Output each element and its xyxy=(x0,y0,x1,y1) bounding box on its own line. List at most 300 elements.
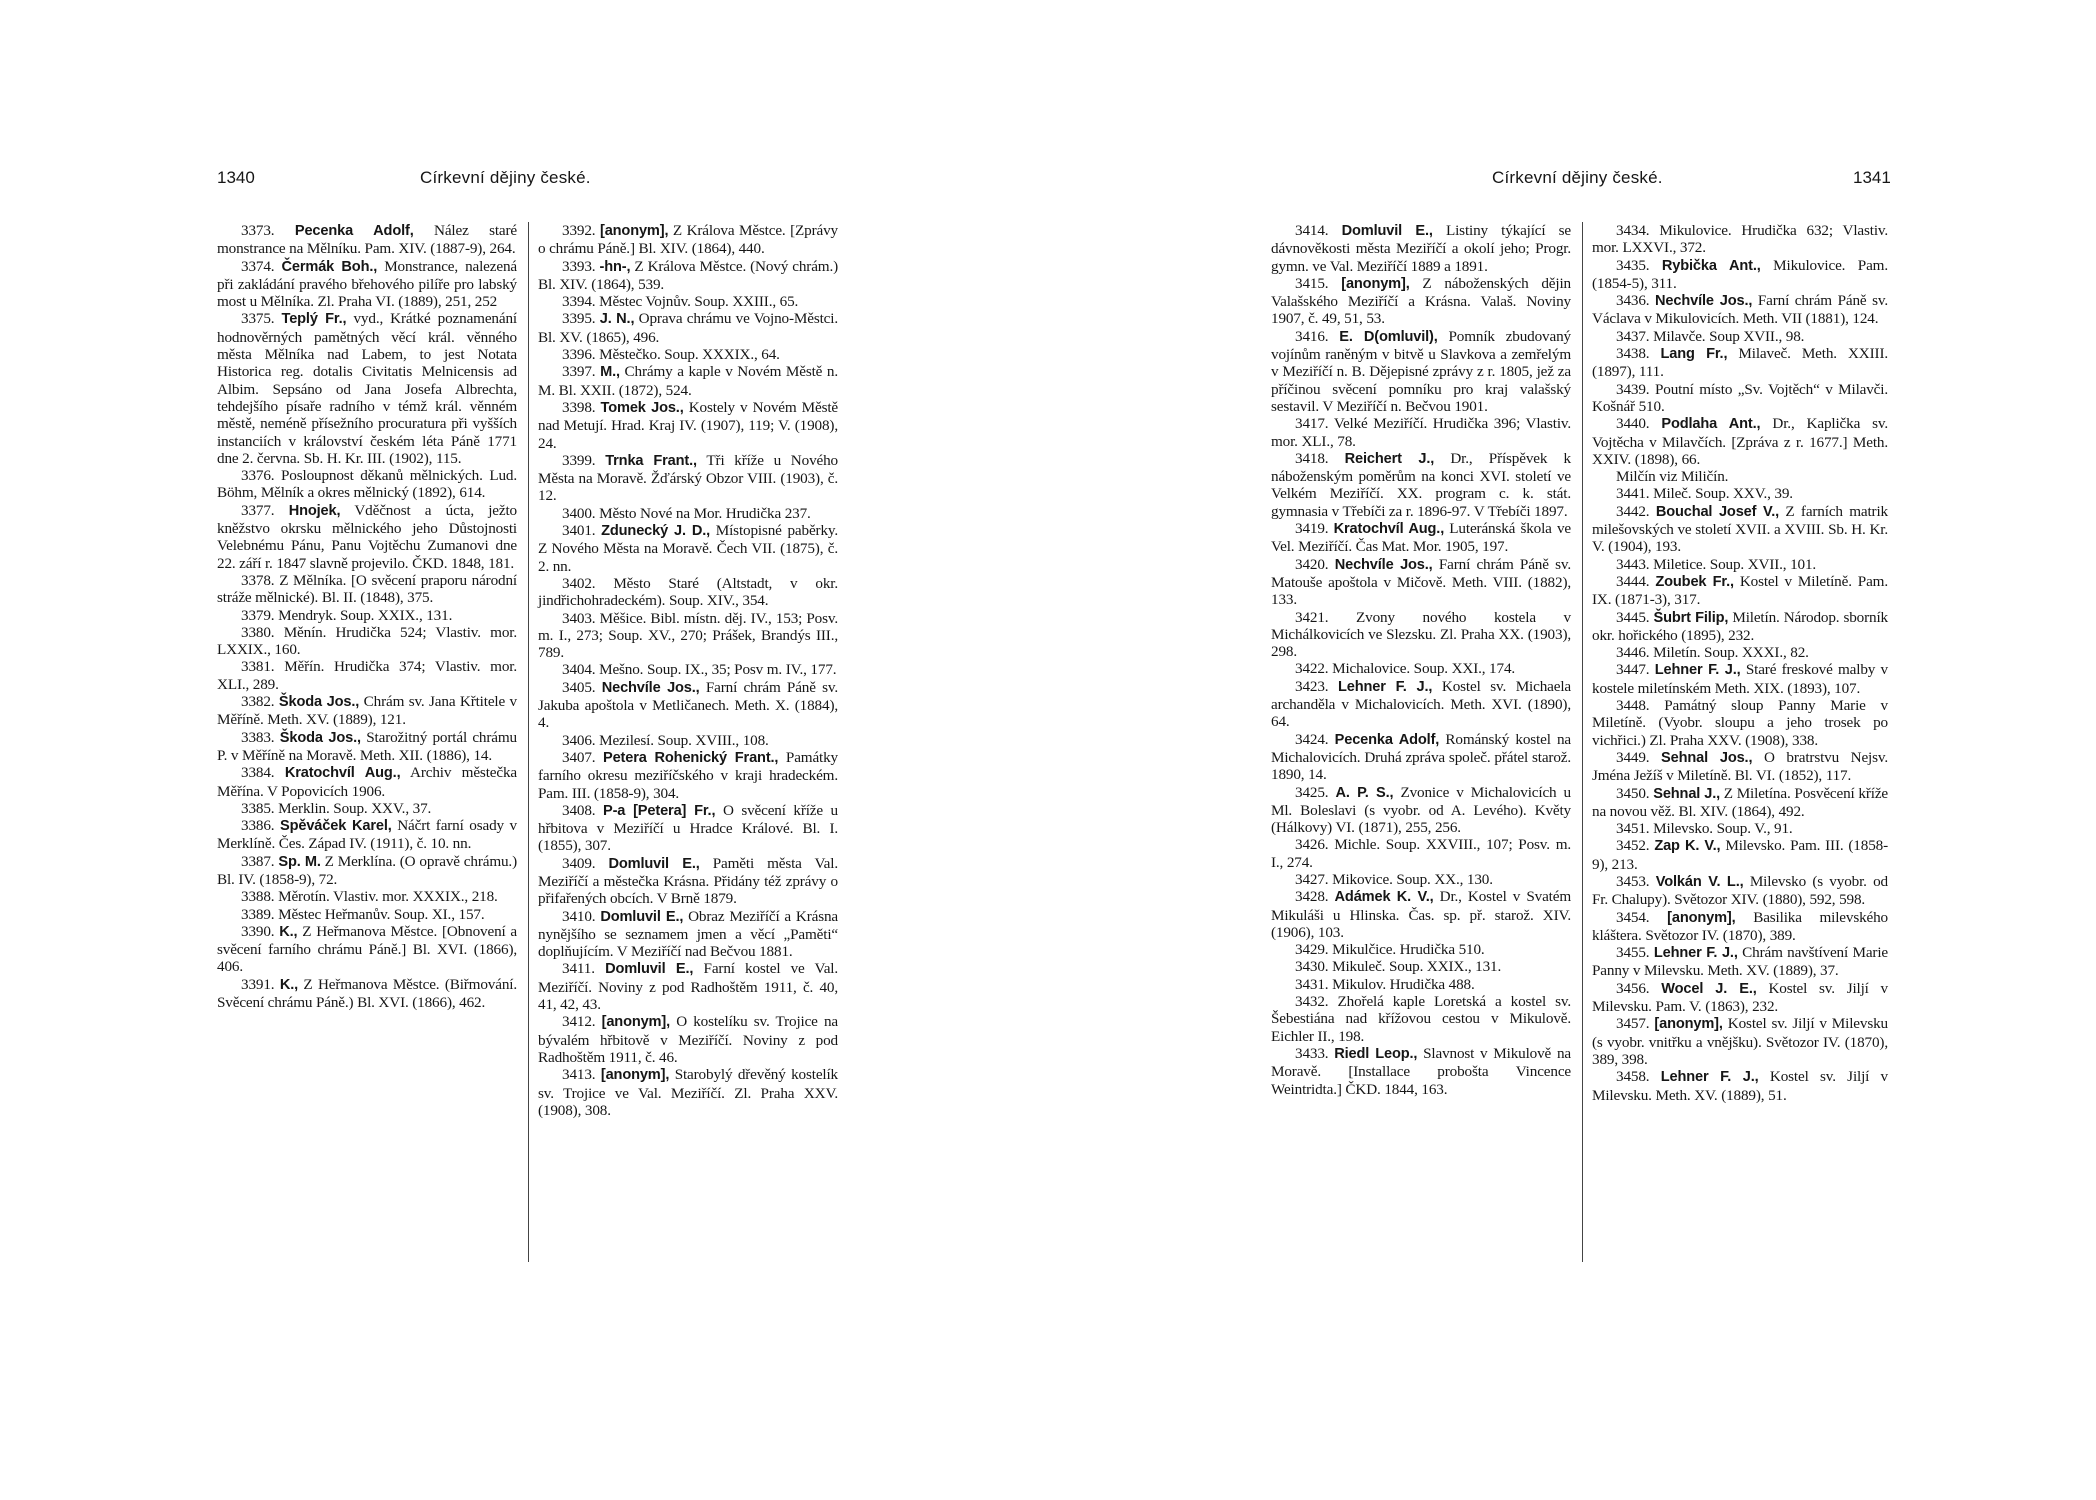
entry-author: Škoda Jos., xyxy=(279,729,361,746)
entry-author: E. D(omluvil), xyxy=(1339,328,1438,345)
entry-number: 3404. xyxy=(562,661,596,679)
column-right-second xyxy=(1592,222,1888,1104)
entry-number: 3395. xyxy=(562,310,596,328)
entry-author: Zdunecký J. D., xyxy=(601,523,711,540)
entry-author: Adámek K. V., xyxy=(1334,889,1434,906)
entry-author: Domluvil E., xyxy=(605,961,694,978)
entry-text: Dr., Kaplička sv. Vojtěcha v Milavčích. [Zpráva z r. 1677.] Meth. XXIV. (1898), 66. xyxy=(1592,415,1888,468)
entry-text: Slavnost v Mikulově na Moravě. [Installace proboštа Vincence Weintridta.] ČKD. 1844, 163. xyxy=(1271,1044,1571,1098)
entry-author: Bouchal Josef V., xyxy=(1655,503,1780,520)
page-number: 1341 xyxy=(1853,168,1891,187)
entry-text: Kostel sv. Jiljí v Milevsku. Meth. XV. (1889), 51. xyxy=(1592,1068,1888,1104)
entry-text: Vděčnost a úcta, ježto kněžstvo okrsku mělnického jeho Důstojnosti Velebnému Pánu, Panu Vojtěchu Zumanovi dne 22. září r. 1847 slavně projevilo. ČKD. 1848, 181. xyxy=(217,501,517,572)
bibliography-entry xyxy=(1271,993,1571,1045)
entry-text: Chrám navštívení Marie Panny v Milevsku. Meth. XV. (1889), 37. xyxy=(1592,944,1888,980)
column-divider xyxy=(528,222,529,1262)
entry-number: 3402. xyxy=(562,574,596,592)
entry-number: 3434. xyxy=(1616,222,1650,239)
bibliography-entry xyxy=(1592,381,1888,416)
entry-text: Mikulčice. Hrudička 510. xyxy=(1332,941,1485,959)
bibliography-entry xyxy=(217,906,517,923)
bibliography-entry xyxy=(1271,520,1571,556)
entry-number: 3413. xyxy=(562,1066,596,1084)
entry-text: Město Nové na Mor. Hrudička 237. xyxy=(599,504,811,522)
bibliography-entry xyxy=(217,693,517,729)
entry-author: Kratochvíl Aug., xyxy=(1333,521,1445,538)
entry-author: Sehnal Jos., xyxy=(1661,749,1753,766)
bibliography-entry xyxy=(217,888,517,905)
entry-author: Lehner F. J., xyxy=(1653,945,1738,962)
entry-text: Měřín. Hrudička 374; Vlastiv. mor. XLI., 289. xyxy=(217,658,517,693)
bibliography-entry xyxy=(217,222,517,258)
entry-author: Nechvíle Jos., xyxy=(601,679,700,696)
bibliography-entry xyxy=(538,679,838,732)
entry-author: [anonym], xyxy=(1667,909,1736,926)
bibliography-entry xyxy=(1592,503,1888,556)
entry-number: 3435. xyxy=(1616,256,1650,274)
entry-number: 3377. xyxy=(241,501,275,519)
entry-author: Sehnal J., xyxy=(1653,785,1721,802)
entry-text: Tři kříže u Nového Města na Moravě. Žďárský Obzor VIII. (1903), č. 12. xyxy=(538,451,838,505)
bibliography-entry xyxy=(538,310,838,346)
entry-text: O bratrstvu Nejsv. Jména Ježíš v Miletíně. Bl. VI. (1852), 117. xyxy=(1592,748,1888,785)
entry-number: 3399. xyxy=(562,451,596,469)
entry-author: M., xyxy=(600,364,620,381)
entry-text: Merklin. Soup. XXV., 37. xyxy=(278,799,432,817)
bibliography-entry xyxy=(1271,836,1571,871)
bibliography-entry xyxy=(217,310,517,467)
entry-text: Dr., Příspěvek k náboženským poměrům na konci XVI. století ve Velkém Meziříčí. XX. program c. k. stát. gymnasia v Třebíči za r. 1896-97. V Třebíči 1897. xyxy=(1271,449,1571,520)
bibliography-entry xyxy=(217,607,517,624)
entry-author: Lehner F. J., xyxy=(1654,662,1741,679)
entry-text: Náčrt farní osady v Merklíně. Čes. Západ IV. (1911), č. 10. nn. xyxy=(217,817,517,853)
entry-author: Rybička Ant., xyxy=(1661,257,1761,274)
entry-text: Starobylý dřevěný kostelík sv. Trojice ve Val. Meziříčí. Zl. Praha XXV. (1908), 308. xyxy=(538,1066,839,1119)
entry-text: Zhořelá kaple Loretská a kostel sv. Šebestiána nad křížovou cestou v Mikulově. Eichler II., 198. xyxy=(1271,993,1571,1045)
bibliography-entry xyxy=(538,749,838,802)
bibliography-entry xyxy=(538,960,838,1013)
entry-text: Městec Vojnův. Soup. XXIII., 65. xyxy=(599,293,799,311)
bibliography-entry xyxy=(538,1013,838,1066)
entry-author: [anonym], xyxy=(1654,1016,1723,1033)
bibliography-entry xyxy=(1592,328,1888,345)
bibliography-entry xyxy=(538,399,838,452)
entry-number: 3384. xyxy=(241,764,275,782)
entry-number: 3386. xyxy=(241,817,275,835)
bibliography-entry xyxy=(1271,784,1571,837)
entry-text: Kostel v Miletíně. Pam. IX. (1871-3), 317. xyxy=(1592,572,1888,609)
entry-number: 3390. xyxy=(241,922,275,940)
entry-number: 3409. xyxy=(562,854,596,872)
bibliography-entry xyxy=(1271,660,1571,677)
entry-text: Kostel sv. Jiljí v Milevsku. Pam. V. (1863), 232. xyxy=(1592,979,1888,1016)
bibliography-entry xyxy=(1271,222,1571,275)
entry-number: 3417. xyxy=(1295,415,1329,433)
column-right-first xyxy=(1271,222,1571,1098)
entry-text: O kostelíku sv. Trojice na bývalém hřbitově v Meziříčí. Noviny z pod Radhoštěm 1911, č. 46. xyxy=(538,1013,838,1066)
bibliography-entry xyxy=(217,624,517,659)
entry-text: Mikulovice. Pam. (1854-5), 311. xyxy=(1592,256,1888,292)
entry-number: 3385. xyxy=(241,799,275,817)
bibliography-entry xyxy=(538,908,838,961)
entry-number: 3453. xyxy=(1616,872,1650,890)
entry-text: Z náboženských dějin Valašského Meziříčí a Krásna. Valaš. Noviny 1907, č. 49, 51, 53. xyxy=(1271,274,1571,328)
entry-number: 3432. xyxy=(1295,993,1329,1011)
entry-number: 3411. xyxy=(562,960,595,978)
bibliography-entry xyxy=(538,610,838,662)
entry-text: Miletín. Soup. XXXI., 82. xyxy=(1653,644,1809,662)
bibliography-entry xyxy=(1592,785,1888,821)
entry-text: Město Staré (Altstadt, v okr. jindřichohradeckém). Soup. XIV., 354. xyxy=(538,574,838,610)
entry-author: -hn-, xyxy=(599,258,631,275)
entry-number: 3445. xyxy=(1616,608,1650,626)
entry-number: 3452. xyxy=(1616,837,1650,855)
entry-number: 3449. xyxy=(1616,748,1650,766)
entry-number: 3421. xyxy=(1295,608,1329,626)
bibliography-entry xyxy=(1592,609,1888,645)
entry-author: P-a [Petera] Fr., xyxy=(603,802,716,819)
entry-number: 3398. xyxy=(562,398,596,416)
bibliography-entry xyxy=(1592,980,1888,1016)
entry-number: 3387. xyxy=(241,852,275,870)
entry-text: Kostel sv. Michaela archanděla v Michalovicích. Meth. XVI. (1890), 64. xyxy=(1271,677,1571,731)
entry-text: Obraz Meziříčí a Krásna nynějšího se seznamem jmen a věcí „Paměti“ doplňujícím. V Meziříčí nad Bečvou 1881. xyxy=(538,907,838,961)
entry-text: Posloupnost děkanů mělnických. Lud. Böhm, Mělník a okres mělnický (1892), 614. xyxy=(217,467,517,502)
bibliography-entry xyxy=(217,923,517,976)
entry-text: Z Heřmanova Městce. [Obnovení a svěcení farního chrámu Páně.] Bl. XVI. (1866), 406. xyxy=(217,922,517,976)
entry-text: vyd., Krátké poznamenání hodnověrných pamětných věcí král. věnného města Mělníka nad Labem, to jest Notata Historica reg. dotalis Civitatis Melnicensis ad Albim. Sepsáno od Jana Josefa Albrechta, tehdejšího písaře radního v témž král. věnném městě, neméně přísežního procuratura při vyšších instanciích v království českém léta Páně 1771 dne 2. června. Sb. H. Kr. III. (1902), 115. xyxy=(217,310,517,467)
column-left-first xyxy=(217,222,517,1011)
entry-number: 3440. xyxy=(1616,415,1650,433)
bibliography-entry xyxy=(1271,415,1571,450)
entry-number: 3454. xyxy=(1616,908,1650,926)
entry-number: 3374. xyxy=(241,257,275,275)
bibliography-entry xyxy=(217,853,517,889)
entry-author: J. N., xyxy=(599,311,635,328)
entry-text: Basilika milevského kláštera. Světozor IV. (1870), 389. xyxy=(1592,908,1889,944)
bibliography-entry xyxy=(1592,873,1888,909)
entry-author: Wocel J. E., xyxy=(1661,980,1757,997)
entry-author: Spěváček Karel, xyxy=(280,818,392,835)
entry-number: 3380. xyxy=(241,623,275,641)
entry-number: 3373. xyxy=(241,222,275,239)
entry-author: Lehner F. J., xyxy=(1338,678,1433,695)
bibliography-entry xyxy=(1592,485,1888,502)
bibliography-entry xyxy=(538,452,838,505)
entry-number: 3446. xyxy=(1616,644,1650,662)
entry-text: Mezilesí. Soup. XVIII., 108. xyxy=(599,731,769,749)
entry-text: Michalovice. Soup. XXI., 174. xyxy=(1332,660,1516,678)
entry-number: 3391. xyxy=(241,975,275,993)
entry-text: Mikuleč. Soup. XXIX., 131. xyxy=(1332,958,1502,976)
entry-number: 3407. xyxy=(562,748,596,766)
bibliography-entry xyxy=(538,222,838,258)
entry-author: K., xyxy=(279,976,299,993)
bibliography-entry xyxy=(217,658,517,693)
entry-author: [anonym], xyxy=(599,223,669,239)
entry-author: Reichert J., xyxy=(1344,450,1435,467)
entry-number: 3416. xyxy=(1295,327,1329,345)
entry-text: Zvony nového kostela v Michálkovicích ve Slezsku. Zl. Praha XX. (1903), 298. xyxy=(1271,608,1571,661)
bibliography-entry xyxy=(1271,976,1571,993)
bibliography-entry xyxy=(1592,749,1888,785)
bibliography-entry xyxy=(1592,415,1888,468)
bibliography-entry xyxy=(1271,958,1571,975)
bibliography-entry xyxy=(1592,222,1888,257)
entry-author: Nechvíle Jos., xyxy=(1655,293,1753,310)
entry-text: Paměti města Val. Meziříčí a městečka Krásna. Přidány též zprávy o přifařených obcích. V Brně 1879. xyxy=(538,854,838,908)
bibliography-entry xyxy=(217,800,517,817)
bibliography-entry xyxy=(538,522,838,575)
entry-text: Listiny týkající se dávnověkosti města Meziříčí a okolí jeho; Progr. gymn. ve Val. Meziříčí 1889 a 1891. xyxy=(1271,222,1571,275)
entry-number: 3397. xyxy=(562,363,596,381)
entry-text: Chrám sv. Jana Křtitele v Měříně. Meth. XV. (1889), 121. xyxy=(217,693,517,729)
entry-text: Městec Heřmanův. Soup. XI., 157. xyxy=(278,905,485,923)
bibliography-entry xyxy=(538,855,838,908)
bibliography-entry xyxy=(1271,556,1571,609)
entry-number: 3447. xyxy=(1616,661,1650,679)
bibliography-entry xyxy=(217,502,517,572)
bibliography-entry xyxy=(1271,450,1571,520)
entry-author: Domluvil E., xyxy=(1341,223,1433,239)
bibliography-entry xyxy=(217,817,517,853)
bibliography-entry xyxy=(1271,941,1571,958)
entry-text: Nález staré monstrance na Mělníku. Pam. XIV. (1887-9), 264. xyxy=(217,222,518,258)
entry-text: Monstrance, nalezená při zakládání pravého břehového pilíře pro labský most u Mělníka. Zl. Praha VI. (1889), 251, 252 xyxy=(217,257,517,311)
entry-text: Milavče. Soup XVII., 98. xyxy=(1653,327,1805,345)
bibliography-entry xyxy=(1592,909,1888,945)
entry-text: Milaveč. Meth. XXIII. (1897), 111. xyxy=(1592,345,1888,381)
bibliography-entry xyxy=(1271,328,1571,415)
entry-author: Lehner F. J., xyxy=(1660,1069,1759,1086)
entry-number: 3437. xyxy=(1616,327,1650,345)
entry-text: Z Heřmanova Městce. (Biřmování. Svěcení chrámu Páně.) Bl. XVI. (1866), 462. xyxy=(217,975,517,1012)
entry-number: 3381. xyxy=(241,658,275,676)
entry-text: Z Králova Městce. (Nový chrám.) Bl. XIV. (1864), 539. xyxy=(538,257,839,293)
entry-number: 3450. xyxy=(1616,784,1650,802)
entry-text: Milevsko. Pam. III. (1858-9), 213. xyxy=(1592,837,1888,873)
entry-author: [anonym], xyxy=(1341,275,1410,292)
entry-author: Volkán V. L., xyxy=(1655,873,1744,890)
entry-author: [anonym], xyxy=(600,1067,670,1084)
entry-text: Farní chrám Páně sv. Václava v Mikulovicích. Meth. VII (1881), 124. xyxy=(1592,292,1888,328)
bibliography-entry xyxy=(1592,556,1888,573)
entry-number: 3424. xyxy=(1295,730,1329,748)
entry-text: Farní kostel ve Val. Meziříčí. Noviny z pod Radhoštěm 1911, č. 40, 41, 42, 43. xyxy=(538,960,838,1014)
entry-text: Mikulovice. Hrudička 632; Vlastiv. mor. LXXVI., 372. xyxy=(1592,222,1888,257)
entry-number: 3439. xyxy=(1616,380,1650,398)
entry-number: 3425. xyxy=(1295,783,1329,801)
entry-number: 3448. xyxy=(1616,697,1650,715)
entry-number: 3412. xyxy=(562,1013,596,1031)
entry-number: 3378. xyxy=(241,571,275,589)
bibliography-entry xyxy=(538,293,838,310)
bibliography-entry xyxy=(1271,678,1571,731)
entry-number: 3456. xyxy=(1616,979,1650,997)
bibliography-entry xyxy=(538,363,838,399)
entry-number: 3410. xyxy=(562,907,596,925)
right-page xyxy=(1048,0,2096,1500)
bibliography-entry xyxy=(1592,345,1888,381)
entry-text: Velké Meziříčí. Hrudička 396; Vlastiv. mor. XLI., 78. xyxy=(1271,415,1571,450)
bibliography-entry xyxy=(538,732,838,749)
entry-author: Domluvil E., xyxy=(600,908,684,925)
entry-text: Milevsko. Soup. V., 91. xyxy=(1653,820,1793,838)
entry-text: Staré freskové malby v kostele miletínském Meth. XIX. (1893), 107. xyxy=(1592,661,1888,697)
bibliography-entry xyxy=(1271,888,1571,941)
entry-number: 3401. xyxy=(562,522,596,540)
entry-number: 3406. xyxy=(562,731,596,749)
entry-author: Riedl Leop., xyxy=(1334,1045,1418,1062)
entry-text: O svěcení kříže u hřbitova v Meziříčí u Hradce Králové. Bl. I. (1855), 307. xyxy=(538,801,838,855)
bibliography-entry xyxy=(1592,944,1888,980)
entry-text: Kostel sv. Jiljí v Milevsku (s vyobr. vnitřku a vnějšku). Světozor IV. (1870), 389, 398. xyxy=(1592,1015,1888,1068)
entry-number: 3394. xyxy=(562,293,596,311)
entry-text: Zvonice v Michalovicích u Ml. Boleslavi (s vyobr. od A. Levého). Květy (Hálkovy) VI. (1871), 255, 256. xyxy=(1271,783,1571,837)
entry-text: Chrámy a kaple v Novém Městě n. M. Bl. XXII. (1872), 524. xyxy=(538,363,838,399)
entry-number: 3389. xyxy=(241,905,275,923)
entry-text: Z Miletína. Posvěcení kříže na novou věž. Bl. XIV. (1864), 492. xyxy=(1592,784,1889,820)
bibliography-entry xyxy=(1592,837,1888,873)
entry-number: 3433. xyxy=(1295,1044,1329,1062)
bibliography-entry xyxy=(217,467,517,502)
bibliography-entry xyxy=(1592,820,1888,837)
entry-number: 3429. xyxy=(1295,941,1329,959)
bibliography-entry xyxy=(217,572,517,607)
entry-number: 3375. xyxy=(241,310,275,328)
entry-text: Památky farního okresu meziříčského v kraji hradeckém. Pam. III. (1858-9), 304. xyxy=(538,748,838,802)
entry-text: Mikulov. Hrudička 488. xyxy=(1332,975,1475,993)
entry-author: Pecenka Adolf, xyxy=(294,223,414,239)
entry-author: Zoubek Fr., xyxy=(1655,573,1734,590)
bibliography-entry xyxy=(217,729,517,765)
entry-number: 3388. xyxy=(241,888,275,906)
entry-number: 3392. xyxy=(562,222,596,239)
entry-number: 3422. xyxy=(1295,660,1329,678)
bibliography-entry xyxy=(538,661,838,678)
entry-number: 3379. xyxy=(241,606,275,624)
entry-text: Z Králova Městce. [Zprávy o chrámu Páně.] Bl. XIV. (1864), 440. xyxy=(538,222,838,258)
bibliography-entry xyxy=(1592,661,1888,697)
running-head: Církevní dějiny české. xyxy=(420,168,591,187)
bibliography-entry xyxy=(1592,697,1888,749)
entry-number: 3382. xyxy=(241,693,275,711)
entry-number: 3430. xyxy=(1295,958,1329,976)
entry-text: Z Merklína. (O opravě chrámu.) Bl. IV. (1858-9), 72. xyxy=(217,852,517,888)
entry-author: Tomek Jos., xyxy=(600,399,684,416)
entry-author: Sp. M. xyxy=(278,853,321,870)
bibliography-entry xyxy=(1271,871,1571,888)
bibliography-entry xyxy=(1592,468,1888,485)
entry-author: Pecenka Adolf, xyxy=(1334,731,1440,748)
entry-number: 3441. xyxy=(1616,485,1650,503)
entry-number: 3383. xyxy=(241,728,275,746)
entry-number: 3457. xyxy=(1616,1015,1650,1033)
entry-text: Městečko. Soup. XXXIX., 64. xyxy=(599,346,780,364)
bibliography-entry xyxy=(217,764,517,800)
entry-author: Zap K. V., xyxy=(1654,838,1721,855)
entry-text: Farní chrám Páně sv. Jakuba apoštola v Metličanech. Meth. X. (1884), 4. xyxy=(538,678,838,732)
entry-author: Teplý Fr., xyxy=(281,311,347,328)
bibliography-entry xyxy=(1271,275,1571,328)
entry-text: Mikovice. Soup. XX., 130. xyxy=(1332,870,1493,888)
entry-text: Miletín. Národop. sborník okr. hořického (1895), 232. xyxy=(1592,608,1888,644)
entry-author: Šubrt Filip, xyxy=(1653,609,1729,626)
running-head: Církevní dějiny české. xyxy=(1492,168,1663,187)
bibliography-entry xyxy=(1592,257,1888,293)
entry-text: Milevsko (s vyobr. od Fr. Chalupy). Světozor XIV. (1880), 592, 598. xyxy=(1592,872,1889,909)
entry-text: Milčín viz Miličín. xyxy=(1616,468,1729,486)
entry-number: 3426. xyxy=(1295,836,1329,854)
entry-number: 3436. xyxy=(1616,292,1650,310)
entry-number: 3415. xyxy=(1295,274,1329,292)
entry-text: Mešno. Soup. IX., 35; Posv m. IV., 177. xyxy=(599,661,837,679)
entry-text: Kostely v Novém Městě nad Metují. Hrad. Kraj IV. (1907), 119; V. (1908), 24. xyxy=(538,398,838,452)
bibliography-entry xyxy=(1592,644,1888,661)
entry-text: Luteránská škola ve Vel. Meziříčí. Čas Mat. Mor. 1905, 197. xyxy=(1271,520,1571,556)
entry-author: Lang Fr., xyxy=(1660,346,1728,363)
entry-author: Škoda Jos., xyxy=(278,694,360,711)
entry-number: 3442. xyxy=(1616,502,1650,520)
entry-text: Z Mělníka. [O svěcení praporu národní stráže mělnické). Bl. II. (1848), 375. xyxy=(217,571,517,607)
entry-author: K., xyxy=(279,923,298,940)
bibliography-entry xyxy=(538,505,838,522)
bibliography-entry xyxy=(538,575,838,610)
entry-author: A. P. S., xyxy=(1335,784,1394,801)
entry-text: Mendryk. Soup. XXIX., 131. xyxy=(278,606,453,624)
entry-number: 3438. xyxy=(1616,345,1650,363)
entry-text: Měšice. Bibl. místn. děj. IV., 153; Posv. m. I., 273; Soup. XV., 270; Prášek, Brandýs III., 789. xyxy=(538,609,838,662)
entry-number: 3431. xyxy=(1295,975,1329,993)
entry-number: 3396. xyxy=(562,346,596,364)
entry-number: 3458. xyxy=(1616,1068,1650,1086)
entry-text: Dr., Kostel v Svatém Mikuláši u Hlinska. Čas. sp. př. starož. XIV. (1906), 103. xyxy=(1271,888,1571,941)
entry-text: Miletice. Soup. XVII., 101. xyxy=(1653,555,1817,573)
entry-text: Farní chrám Páně sv. Matouše apoštola v Mičově. Meth. VIII. (1882), 133. xyxy=(1271,555,1571,609)
entry-number: 3428. xyxy=(1295,888,1329,906)
bibliography-entry xyxy=(1592,292,1888,328)
entry-text: Oprava chrámu ve Vojno-Městci. Bl. XV. (1865), 496. xyxy=(538,310,838,346)
entry-text: Z farních matrik milešovských ve století XVII. a XVIII. Sb. H. Kr. V. (1904), 193. xyxy=(1592,502,1888,556)
entry-number: 3427. xyxy=(1295,870,1329,888)
entry-text: Památný sloup Panny Marie v Miletíně. (Vyobr. sloupu a jeho trosek po vichřici.) Zl. Praha XXV. (1908), 338. xyxy=(1592,697,1888,749)
entry-text: Poutní místo „Sv. Vojtěch“ v Milavči. Košnář 510. xyxy=(1592,380,1888,415)
bibliography-entry xyxy=(217,258,517,311)
entry-text: Mileč. Soup. XXV., 39. xyxy=(1653,485,1793,503)
entry-number: 3420. xyxy=(1295,555,1329,573)
entry-text: Měrotín. Vlastiv. mor. XXXIX., 218. xyxy=(278,888,498,906)
column-left-second xyxy=(538,222,838,1119)
bibliography-entry xyxy=(1592,1015,1888,1068)
entry-author: Domluvil E., xyxy=(608,855,700,872)
bibliography-entry xyxy=(538,802,838,855)
entry-number: 3419. xyxy=(1295,520,1329,538)
bibliography-entry xyxy=(217,976,517,1012)
bibliography-entry xyxy=(1271,731,1571,784)
entry-number: 3444. xyxy=(1616,572,1650,590)
entry-number: 3418. xyxy=(1295,449,1329,467)
bibliography-entry xyxy=(1592,1068,1888,1104)
entry-number: 3405. xyxy=(562,678,596,696)
bibliography-entry xyxy=(1592,573,1888,609)
entry-author: Petera Rohenický Frant., xyxy=(603,749,779,766)
entry-number: 3408. xyxy=(562,801,596,819)
bibliography-entry xyxy=(538,1066,838,1119)
entry-author: Trnka Frant., xyxy=(605,452,697,469)
entry-text: Michle. Soup. XXVIII., 107; Posv. m. I., 274. xyxy=(1271,836,1571,871)
entry-text: Starožitný portál chrámu P. v Měříně na Moravě. Meth. XII. (1886), 14. xyxy=(217,728,517,764)
entry-number: 3455. xyxy=(1616,944,1650,962)
